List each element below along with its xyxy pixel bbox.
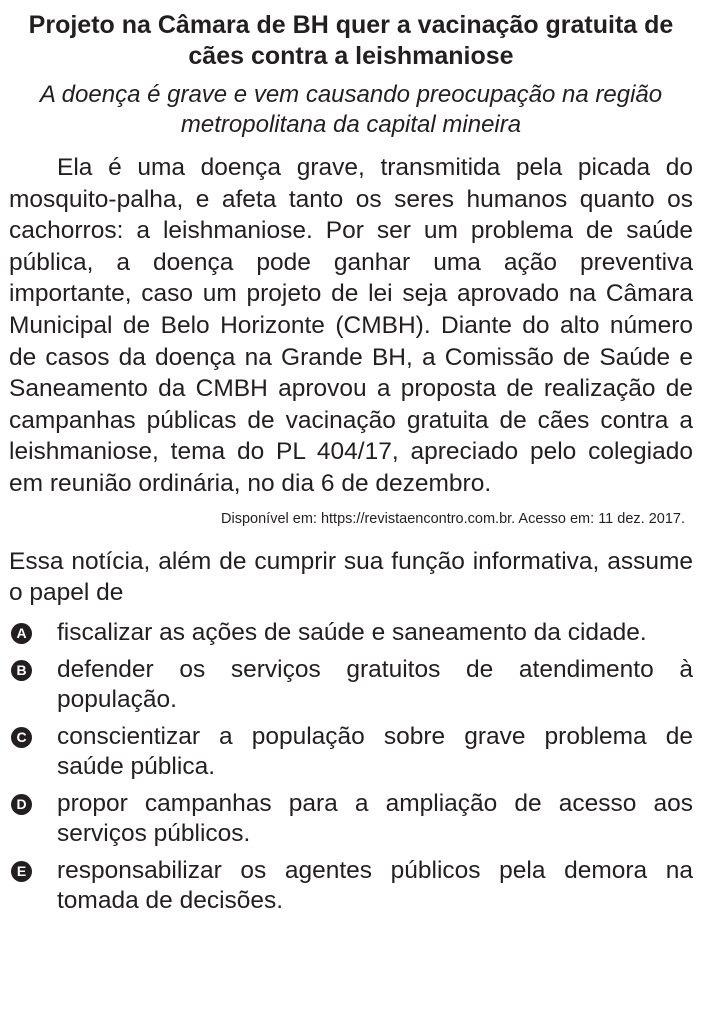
option-letter-a[interactable]: A [11, 623, 32, 644]
article-subheadline: A doença é grave e vem causando preocupação na região metropolitana da capital mineira [39, 81, 663, 138]
option-letter-b[interactable]: B [11, 660, 32, 681]
option-text-e[interactable]: responsabilizar os agentes públicos pela demora na tomada de decisões. [57, 856, 693, 914]
question-stem: Essa notícia, além de cumprir sua função informativa, assume o papel de [9, 547, 693, 606]
option-text-b[interactable]: defender os serviços gratuitos de atendimento à população. [57, 655, 693, 713]
option-text-c[interactable]: conscientizar a população sobre grave problema de saúde pública. [57, 722, 693, 780]
option-c[interactable] [9, 722, 693, 782]
option-letter-e[interactable]: E [11, 861, 32, 882]
option-text-a[interactable]: fiscalizar as ações de saúde e saneamento da cidade. [57, 618, 647, 646]
option-letter-d[interactable]: D [11, 794, 32, 815]
option-text-d[interactable]: propor campanhas para a ampliação de acesso aos serviços públicos. [57, 789, 693, 847]
option-a[interactable] [9, 618, 693, 648]
article-headline: Projeto na Câmara de BH quer a vacinação gratuita de cães contra a leishmaniose [28, 11, 674, 70]
option-letter-c[interactable]: C [11, 727, 32, 748]
article-body: Ela é uma doença grave, transmitida pela picada do mosquito-palha, e afeta tanto os seres humanos quanto os cachorros: a leishmaniose. Por ser um problema de saúde pública, a doença pode ganhar uma ação preventiva importante, caso um projeto de lei seja aprovado na Câmara Municipal de Belo Horizonte (CMBH). Diante do alto número de casos da doença na Grande BH, a Comissão de Saúde e Saneamento da CMBH aprovou a proposta de realização de campanhas públicas de vacinação gratuita de cães contra a leishmaniose, tema do PL 404/17, apreciado pelo colegiado em reunião ordinária, no dia 6 de dezembro. [9, 154, 693, 497]
option-e[interactable] [9, 856, 693, 916]
option-b[interactable] [9, 655, 693, 715]
answer-options [9, 618, 693, 916]
article-source: Disponível em: https://revistaencontro.com.br. Acesso em: 11 dez. 2017. [221, 510, 685, 527]
option-d[interactable] [9, 789, 693, 849]
